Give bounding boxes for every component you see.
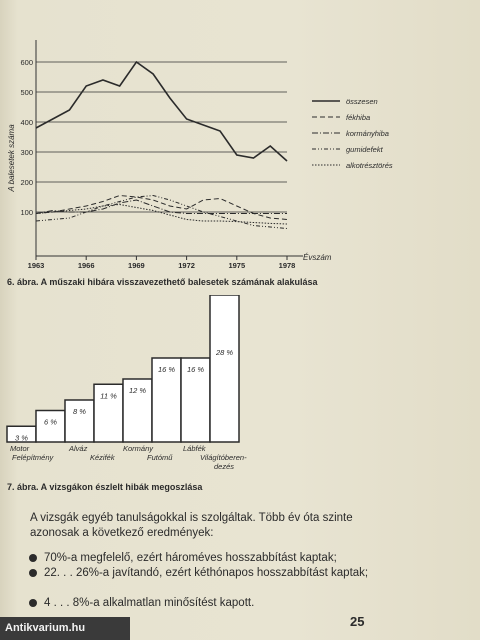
x-tick-label: 1975 <box>228 261 246 270</box>
figure-6-caption: 6. ábra. A műszaki hibára visszavezethető balesetek számának alakulása <box>7 277 318 287</box>
legend-label: összesen <box>346 97 378 106</box>
y-tick-label: 400 <box>20 118 33 127</box>
x-tick-label: 1966 <box>77 261 95 270</box>
bar <box>210 295 239 442</box>
category-label: Futómű <box>147 453 173 462</box>
bar-chart <box>0 295 480 470</box>
y-tick-label: 300 <box>20 148 33 157</box>
x-tick-label: 1972 <box>178 261 195 270</box>
y-axis-label: A balesetek száma <box>7 124 16 192</box>
series-line <box>36 200 287 214</box>
bar-value-label: 3 % <box>15 433 28 443</box>
series-line <box>36 196 287 220</box>
x-tick-label: 1963 <box>27 261 45 270</box>
body-paragraph: A vizsgák egyéb tanulságokkal is szolgáltak. Több év óta szinte azonosak a következő eredmények: <box>30 512 353 539</box>
legend-label: alkotrésztörés <box>346 161 393 170</box>
series-line <box>36 205 287 225</box>
bullet-text: 22. . . 26%-a javítandó, ezért kéthónapos hosszabbítást kaptak; <box>44 567 369 579</box>
category-label: Kormány <box>123 444 154 453</box>
bar-value-label: 6 % <box>44 417 57 427</box>
bullet-dot <box>29 554 37 562</box>
legend-label: fékhiba <box>346 113 371 122</box>
bar-value-label: 16 % <box>186 365 205 374</box>
category-label: Lábfék <box>183 444 206 453</box>
category-label: Kézifék <box>90 453 115 462</box>
legend-label: kormányhiba <box>346 129 389 138</box>
bar-value-label: 8 % <box>73 407 86 416</box>
series-line <box>36 62 287 161</box>
category-label: Világítóberen- <box>200 453 247 462</box>
y-tick-label: 100 <box>20 208 33 217</box>
category-label: Felépítmény <box>12 453 54 462</box>
bullet-dot <box>29 599 37 607</box>
page-number: 25 <box>350 614 365 629</box>
bar-value-label: 11 % <box>100 391 117 401</box>
bar-value-label: 16 % <box>157 365 176 374</box>
y-tick-label: 200 <box>20 178 33 187</box>
category-label: dezés <box>214 462 235 470</box>
bullet-text: 70%-a megfelelő, ezért hároméves hosszabbítást kaptak; <box>44 552 337 564</box>
y-tick-label: 500 <box>20 88 33 97</box>
bar-value-label: 12 % <box>128 386 147 395</box>
category-label: Alváz <box>69 444 88 453</box>
bullet-dot <box>29 569 37 577</box>
x-tick-label: 1969 <box>128 261 145 270</box>
category-label: Motor <box>10 444 30 453</box>
legend-label: gumidefekt <box>346 145 383 154</box>
bar-value-label: 28 % <box>215 348 234 357</box>
watermark: Antikvarium.hu <box>0 617 130 640</box>
figure-7-caption: 7. ábra. A vizsgákon észlelt hibák megoszlása <box>7 482 203 492</box>
x-axis-label: Évszám <box>303 253 332 262</box>
bullet-text: 4 . . . 8%-a alkalmatlan minősítést kapott. <box>44 597 255 609</box>
y-tick-label: 600 <box>20 58 33 67</box>
line-chart <box>0 0 480 275</box>
x-tick-label: 1978 <box>278 261 296 270</box>
